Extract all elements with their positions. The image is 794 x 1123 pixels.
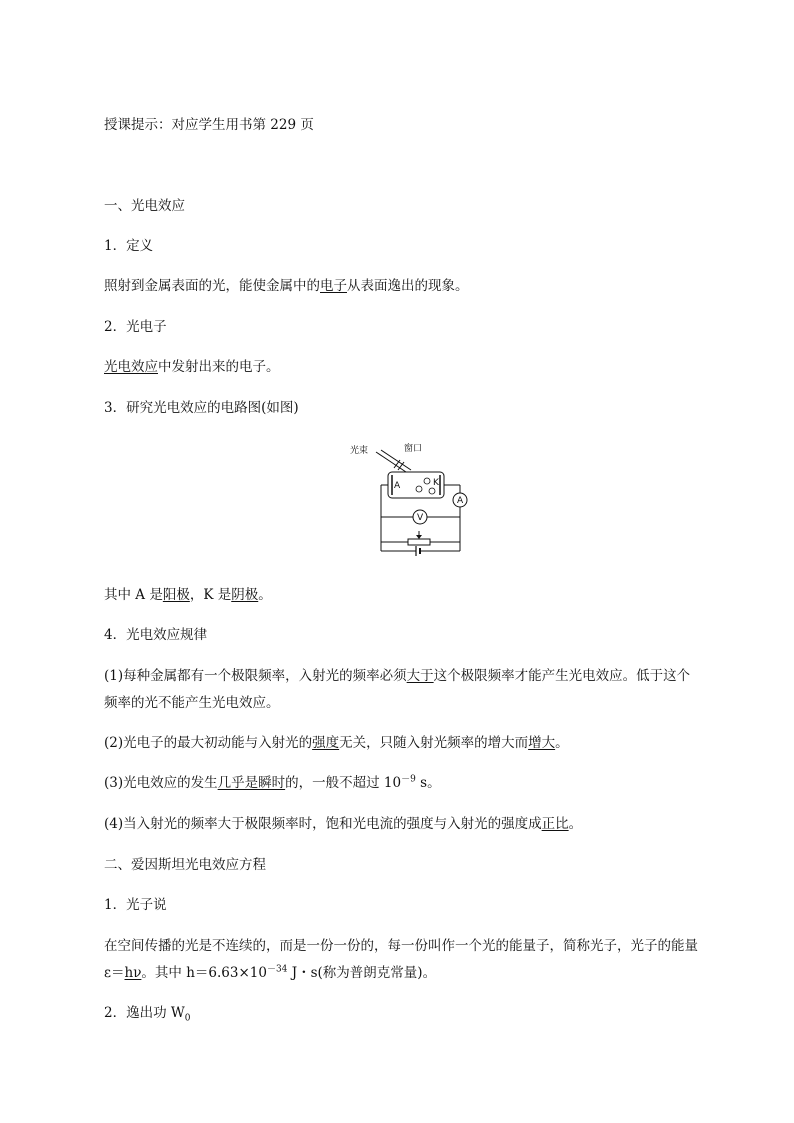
- section-title-einstein: 二、爱因斯坦光电效应方程: [104, 857, 266, 873]
- circuit-diagram: [348, 438, 468, 563]
- subtitle-photoelectron: 2．光电子: [104, 319, 167, 335]
- ammeter-label: A: [457, 496, 464, 506]
- voltmeter-label: V: [417, 513, 424, 523]
- answer-cathode: 阴极: [231, 587, 259, 603]
- answer-proportional: 正比: [541, 816, 569, 832]
- answer-increase: 增大: [528, 735, 556, 751]
- answer-anode: 阳极: [162, 587, 190, 603]
- subtitle-circuit: 3．研究光电效应的电路图(如图): [104, 400, 299, 416]
- answer-greater-than: 大于: [406, 668, 434, 684]
- electron-1: [424, 478, 430, 484]
- subtitle-work-function: 2．逸出功 $W_0$: [104, 1005, 191, 1024]
- law-3: (3)光电效应的发生几乎是瞬时的，一般不超过 $10^{-9}$ s。: [104, 774, 441, 791]
- section-title-photoelectric-effect: 一、光电效应: [104, 198, 185, 214]
- answer-electron: 电子: [320, 278, 347, 294]
- window-label: 窗口: [404, 444, 423, 454]
- answer-instantaneous: 几乎是瞬时: [217, 775, 286, 791]
- definition-text: 照射到金属表面的光，能使金属中的电子从表面逸出的现象。: [104, 278, 469, 294]
- anode-label: A: [394, 481, 401, 491]
- electron-2: [416, 486, 422, 492]
- subtitle-definition: 1．定义: [104, 238, 154, 254]
- rheostat: [408, 539, 430, 545]
- answer-h-nu: hν: [124, 965, 142, 981]
- photon-line-1: 在空间传播的光是不连续的，而是一份一份的，每一份叫作一个光的能量子，简称光子，光子的能量: [104, 938, 698, 954]
- anode-cathode-text: 其中 A 是阳极，K 是阴极。: [104, 587, 272, 603]
- photoelectron-text: 光电效应中发射出来的电子。: [104, 359, 280, 375]
- law-4: (4)当入射光的频率大于极限频率时，饱和光电流的强度与入射光的强度成正比。: [104, 816, 583, 832]
- subtitle-photon: 1．光子说: [104, 897, 167, 913]
- answer-photoelectric-effect: 光电效应: [104, 359, 158, 375]
- teaching-hint: 授课提示：对应学生用书第 229 页: [104, 117, 314, 133]
- light-ray-1: [376, 452, 406, 472]
- law-1-line-1: (1)每种金属都有一个极限频率，入射光的频率必须大于这个极限频率才能产生光电效应。低于这个: [104, 668, 691, 684]
- law-1-line-2: 频率的光不能产生光电效应。: [104, 695, 280, 711]
- answer-intensity: 强度: [312, 735, 340, 751]
- subtitle-laws: 4．光电效应规律: [104, 627, 208, 643]
- law-2: (2)光电子的最大初动能与入射光的强度无关，只随入射光频率的增大而增大。: [104, 735, 569, 751]
- electron-3: [429, 488, 435, 494]
- cathode-label: K: [433, 478, 439, 488]
- light-beam-label: 光束: [350, 446, 369, 456]
- photon-line-2: ε＝hν。其中 $h=6.63\times 10^{-34}$ J・s(称为普朗克常量)。: [104, 964, 437, 981]
